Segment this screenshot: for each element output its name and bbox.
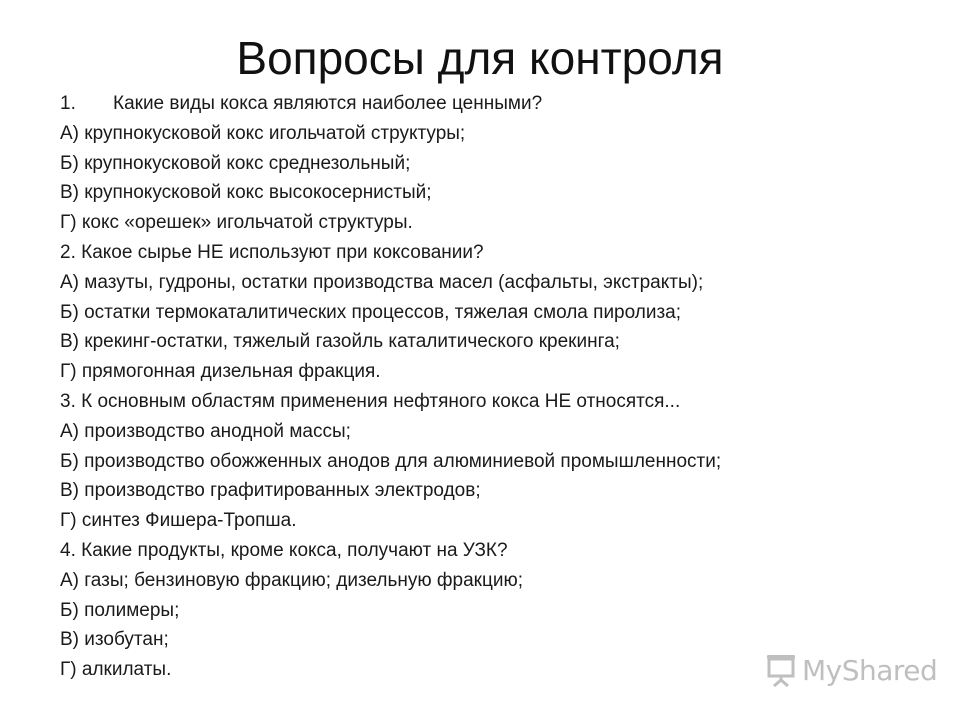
list-item: А) крупнокусковой кокс игольчатой структуры; [60,122,466,144]
list-item: Г) алкилаты. [60,659,172,681]
list-item: А) газы; бензиновую фракцию; дизельную фракцию; [60,569,524,591]
list-item: Б) полимеры; [60,599,180,621]
list-item: Г) синтез Фишера-Тропша. [60,510,297,532]
question-4: 4. Какие продукты, кроме кокса, получают на УЗК? [60,539,508,561]
projector-screen-icon [766,653,796,687]
list-item: Г) прямогонная дизельная фракция. [60,361,381,383]
list-item: В) крупнокусковой кокс высокосернистый; [60,182,432,204]
list-item: Б) остатки термокаталитических процессов, тяжелая смола пиролиза; [60,301,682,323]
list-item: Б) производство обожженных анодов для алюминиевой промышленности; [60,450,722,472]
question-3: 3. К основным областям применения нефтяного кокса НЕ относятся... [60,390,681,412]
question-list [60,89,940,685]
watermark-logo [766,653,937,687]
list-item: В) крекинг-остатки, тяжелый газойль каталитического крекинга; [60,331,620,353]
question-2: 2. Какое сырье НЕ используют при коксовании? [60,241,484,263]
watermark-text: MyShared [802,653,938,687]
question-number: 1. [60,93,76,114]
list-item: А) производство анодной массы; [60,420,351,442]
list-item: А) мазуты, гудроны, остатки производства масел (асфальты, экстракты); [60,271,704,293]
question-text: Какие виды кокса являются наиболее ценными? [113,93,543,114]
list-item: В) изобутан; [60,629,169,651]
question-1 [60,89,940,119]
page-title: Вопросы для контроля [236,32,724,84]
list-item: В) производство графитированных электродов; [60,480,481,502]
list-item: Б) крупнокусковой кокс среднезольный; [60,152,411,174]
list-item: Г) кокс «орешек» игольчатой структуры. [60,212,413,234]
